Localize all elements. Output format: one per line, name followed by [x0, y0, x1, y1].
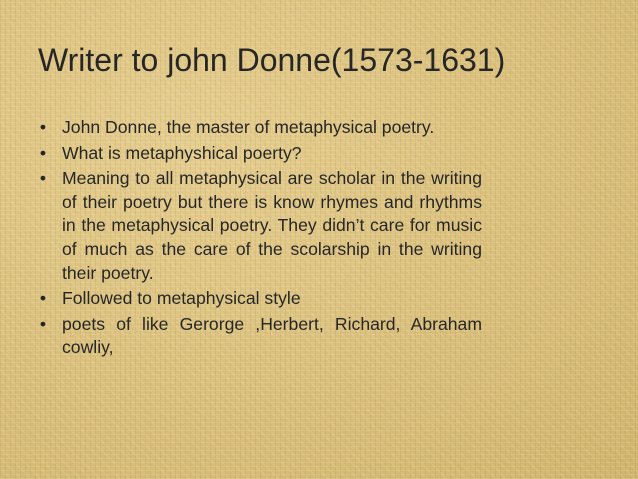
bullet-text: Meaning to all metaphysical are scholar in the writing of their poetry but there is know rhymes and rhythms in the metaphysical poetry. They didn’t care for music of much as the care of the scolarship in the writing their poetry. — [62, 168, 482, 283]
bullet-text: Followed to metaphysical style — [62, 288, 301, 309]
bullet-list — [36, 116, 482, 362]
bullet-text: poets of like Gerorge ,Herbert, Richard, Abraham cowliy, — [62, 313, 482, 358]
bullet-item — [36, 313, 482, 360]
bullet-marker: • — [39, 117, 47, 137]
bullet-item — [36, 287, 482, 311]
bullet-text: What is metaphyshical poerty? — [62, 142, 302, 163]
bullet-text: John Donne, the master of metaphysical poetry. — [62, 117, 435, 137]
bullet-marker: • — [39, 288, 47, 309]
bullet-marker: • — [39, 142, 47, 163]
bullet-item — [36, 142, 482, 166]
bullet-item — [36, 116, 482, 140]
bullet-item — [36, 167, 482, 285]
bullet-marker: • — [39, 168, 47, 189]
bullet-marker: • — [39, 313, 47, 334]
slide-title: Writer to john Donne(1573-1631) — [38, 42, 506, 78]
